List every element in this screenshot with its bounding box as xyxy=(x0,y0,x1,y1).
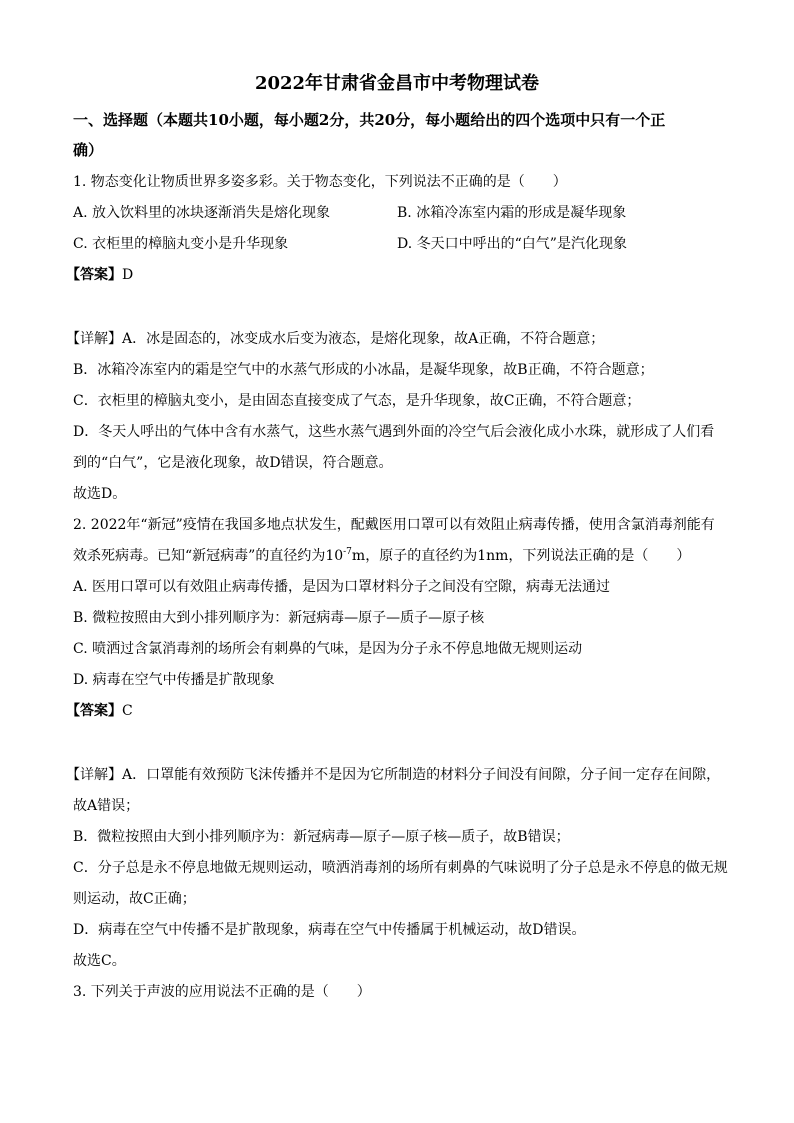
answer-tag: 【答案】 xyxy=(66,267,122,283)
question-2-answer xyxy=(66,701,133,721)
question-3-stem: 3. 下列关于声波的应用说法不正确的是（ ） xyxy=(73,984,371,1000)
question-1-detail-b: B．冰箱冷冻室内的霜是空气中的水蒸气形成的小冰晶，是凝华现象，故B正确，不符合题意； xyxy=(73,362,654,378)
stem-text: m，原子的直径约为1nm，下列说法正确的是（ ） xyxy=(351,548,691,564)
question-1-option-a: A. 放入饮料里的冰块逐渐消失是熔化现象 xyxy=(73,205,331,221)
answer-tag: 【答案】 xyxy=(66,703,122,719)
section-heading: 一、选择题（本题共10小题，每小题2分，共20分，每小题给出的四个选项中只有一个正 xyxy=(73,111,666,129)
question-2-detail-b: B．微粒按照由大到小排列顺序为：新冠病毒—原子—原子核—质子，故B错误； xyxy=(73,829,570,845)
question-2-option-c: C. 喷洒过含氯消毒剂的场所会有刺鼻的气味，是因为分子永不停息地做无规则运动 xyxy=(73,641,583,657)
question-1-option-d: D. 冬天口中呼出的“白气”是汽化现象 xyxy=(397,236,627,252)
question-2-stem: 2. 2022年“新冠”疫情在我国多地点状发生，配戴医用口罩可以有效阻止病毒传播，使用含氯消毒剂能有 xyxy=(73,517,715,533)
question-2-detail-a-cont: 故A错误； xyxy=(73,798,140,814)
question-2-option-a: A. 医用口罩可以有效阻止病毒传播，是因为口罩材料分子之间没有空隙，病毒无法通过 xyxy=(73,579,611,595)
question-2-option-b: B. 微粒按照由大到小排列顺序为：新冠病毒—原子—质子—原子核 xyxy=(73,610,485,626)
question-1-answer xyxy=(66,265,133,285)
answer-value: D xyxy=(122,267,134,283)
stem-text: 效杀死病毒。已知“新冠病毒”的直径约为10 xyxy=(73,548,344,564)
question-2-stem-cont xyxy=(73,546,690,566)
question-1-detail-d-cont: 到的“白气”，它是液化现象，故D错误，符合题意。 xyxy=(73,455,393,471)
question-2-detail-c-cont: 则运动，故C正确； xyxy=(73,891,196,907)
page-title: 2022年甘肃省金昌市中考物理试卷 xyxy=(254,73,540,94)
question-2-detail-d: D．病毒在空气中传播不是扩散现象，病毒在空气中传播属于机械运动，故D错误。 xyxy=(73,922,586,938)
question-1-conclusion: 故选D。 xyxy=(73,486,127,502)
question-1-stem: 1. 物态变化让物质世界多姿多彩。关于物态变化，下列说法不正确的是（ ） xyxy=(73,174,567,190)
question-2-detail-a: 【详解】A．口罩能有效预防飞沫传播并不是因为它所制造的材料分子间没有间隙，分子间一定存在间隙， xyxy=(66,767,721,783)
question-1-option-c: C. 衣柜里的樟脑丸变小是升华现象 xyxy=(73,236,289,252)
answer-value: C xyxy=(122,703,133,719)
question-1-option-b: B. 冰箱冷冻室内霜的形成是凝华现象 xyxy=(397,205,627,221)
section-heading-cont: 确） xyxy=(73,141,104,159)
question-1-detail-c: C．衣柜里的樟脑丸变小，是由固态直接变成了气态，是升华现象，故C正确，不符合题意； xyxy=(73,393,641,409)
question-2-detail-c: C．分子总是永不停息地做无规则运动，喷洒消毒剂的场所有刺鼻的气味说明了分子总是永不停息的做无规 xyxy=(73,860,728,876)
question-2-option-d: D. 病毒在空气中传播是扩散现象 xyxy=(73,672,275,688)
question-1-detail-a: 【详解】A．冰是固态的，冰变成水后变为液态，是熔化现象，故A正确，不符合题意； xyxy=(66,331,605,347)
question-2-conclusion: 故选C。 xyxy=(73,953,126,969)
exponent: -7 xyxy=(343,547,352,557)
question-1-detail-d: D．冬天人呼出的气体中含有水蒸气，这些水蒸气遇到外面的冷空气后会液化成小水珠，就形成了人们看 xyxy=(73,424,715,440)
